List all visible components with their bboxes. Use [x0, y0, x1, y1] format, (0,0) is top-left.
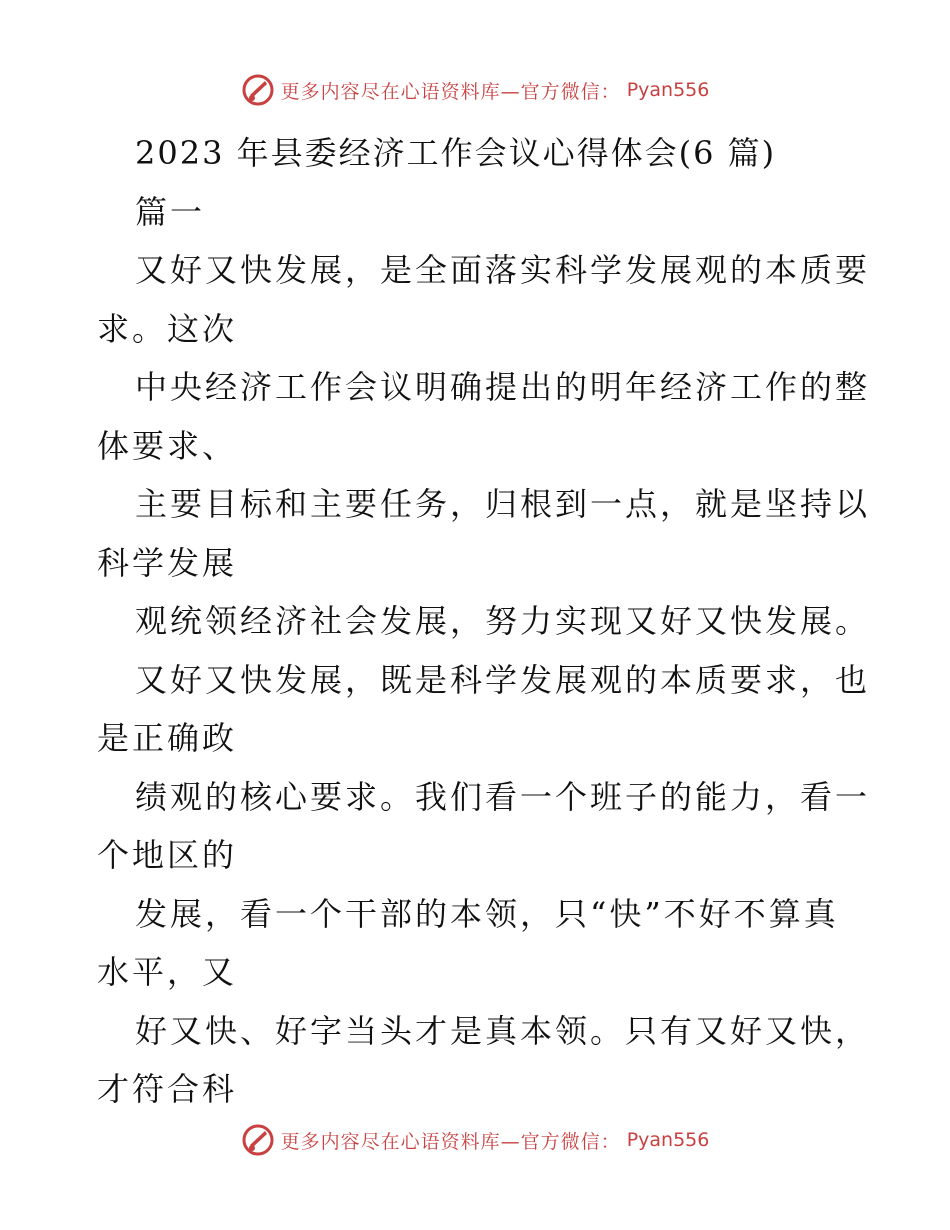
document-title: 2023 年县委经济工作会议心得体会(6 篇): [135, 134, 777, 172]
text-line: 才符合科: [97, 1070, 238, 1108]
seal-logo-icon: [241, 73, 275, 107]
text-line: 是正确政: [97, 719, 238, 757]
watermark-id: Pyan556: [626, 79, 710, 101]
watermark-text: 更多内容尽在心语资料库—官方微信：: [280, 80, 621, 103]
document-body: [97, 124, 871, 1119]
seal-logo-icon: [241, 1123, 275, 1157]
watermark-text: 更多内容尽在心语资料库—官方微信：: [280, 1130, 621, 1153]
text-line: 又好又快发展，既是科学发展观的本质要求，也: [135, 660, 871, 699]
text-line: 发展，看一个干部的本领，只“快”不好不算真: [135, 894, 839, 933]
text-line: 中央经济工作会议明确提出的明年经济工作的整: [135, 368, 871, 406]
text-line: 水平，又: [97, 953, 238, 991]
text-line: 主要目标和主要任务，归根到一点，就是坚持以: [135, 485, 871, 523]
text-line: 绩观的核心要求。我们看一个班子的能力，看一: [135, 777, 871, 816]
watermark-header: [0, 70, 950, 110]
watermark-footer: [0, 1120, 950, 1160]
paragraph-lines: [97, 183, 871, 1119]
watermark-id: Pyan556: [626, 1129, 710, 1151]
text-line: 求。这次: [97, 309, 238, 348]
text-line: 篇一: [135, 192, 206, 231]
text-line: 体要求、: [97, 426, 238, 465]
text-line: 好又快、好字当头才是真本领。只有又好又快，: [135, 1011, 871, 1050]
text-line: 个地区的: [97, 836, 238, 874]
text-line: 观统领经济社会发展，努力实现又好又快发展。: [135, 602, 871, 640]
text-line: 又好又快发展，是全面落实科学发展观的本质要: [135, 251, 871, 289]
text-line: 科学发展: [97, 543, 238, 582]
